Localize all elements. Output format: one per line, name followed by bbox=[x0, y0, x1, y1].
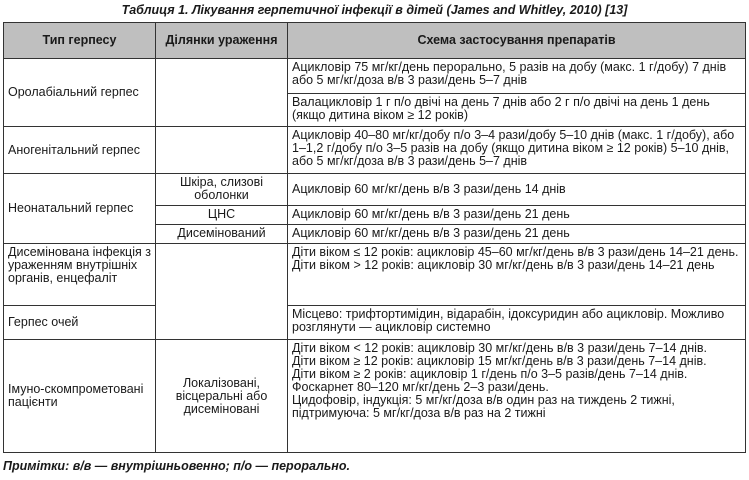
cell-type-ocular: Герпес очей bbox=[4, 306, 156, 340]
cell-area-empty bbox=[156, 59, 288, 127]
cell-scheme-disseminated bbox=[288, 244, 746, 306]
scheme-line: Діти віком ≥ 12 років: ацикловір 15 мг/кг/день в/в 3 рази/день 7–14 днів. bbox=[292, 354, 707, 368]
cell-type-disseminated: Дисемінована інфекція з ураженням внутрішніх органів, енцефаліт bbox=[4, 244, 156, 306]
cell-area-disseminated: Дисемінований bbox=[156, 225, 288, 244]
cell-scheme-anogenital: Ацикловір 40–80 мг/кг/добу п/о 3–4 рази/добу 5–10 днів (макс. 1 г/добу), або 1–1,2 г/добу п/о 3–5 разів на добу (якщо дитина віком ≥ 12 років) 5–10 днів, або 5 мг/кг/доза в/в 3 рази/день 5–7 днів bbox=[288, 127, 746, 174]
header-area: Ділянки ураження bbox=[156, 23, 288, 59]
table-header-row bbox=[4, 23, 746, 59]
scheme-line: Діти віком ≥ 2 років: ацикловір 1 г/день п/о 3–5 разів/день 7–14 днів. bbox=[292, 367, 688, 381]
cell-scheme-ocular: Місцево: трифтортимідин, відарабін, ідоксуридин або ацикловір. Можливо розглянути — ацикловір системно bbox=[288, 306, 746, 340]
cell-scheme-neonatal-2: Ацикловір 60 мг/кг/день в/в 3 рази/день 21 день bbox=[288, 206, 746, 225]
table-row bbox=[4, 59, 746, 94]
table-row bbox=[4, 306, 746, 340]
table-row bbox=[4, 244, 746, 306]
scheme-line: Діти віком < 12 років: ацикловір 30 мг/кг/день в/в 3 рази/день 7–14 днів. bbox=[292, 341, 708, 355]
table-footnote: Примітки: в/в — внутрішньовенно; п/о — перорально. bbox=[3, 459, 350, 473]
table-caption: Таблиця 1. Лікування герпетичної інфекції в дітей (James and Whitley, 2010) [13] bbox=[121, 3, 628, 17]
cell-area-empty bbox=[156, 244, 288, 340]
scheme-line: Діти віком ≤ 12 років: ацикловір 45–60 мг/кг/день в/в 3 рази/день 14–21 день. bbox=[292, 245, 739, 259]
cell-area-immuno: Локалізовані, вісцеральні або дисеміновані bbox=[156, 340, 288, 453]
table-row bbox=[4, 340, 746, 453]
cell-scheme-neonatal-1: Ацикловір 60 мг/кг/день в/в 3 рази/день 14 днів bbox=[288, 174, 746, 206]
header-type: Тип герпесу bbox=[4, 23, 156, 59]
scheme-line: Фоскарнет 80–120 мг/кг/день 2–3 рази/день. bbox=[292, 380, 549, 394]
cell-scheme-orolabial-1: Ацикловір 75 мг/кг/день перорально, 5 разів на добу (макс. 1 г/добу) 7 днів або 5 мг/кг/доза в/в 3 рази/день 5–7 днів bbox=[288, 59, 746, 94]
cell-scheme-immuno bbox=[288, 340, 746, 453]
cell-area-skin: Шкіра, слизові оболонки bbox=[156, 174, 288, 206]
cell-type-anogenital: Аногенітальний герпес bbox=[4, 127, 156, 174]
cell-scheme-orolabial-2: Валацикловір 1 г п/о двічі на день 7 днів або 2 г п/о двічі на день 1 день (якщо дитина віком ≥ 12 років) bbox=[288, 94, 746, 127]
table-row bbox=[4, 127, 746, 174]
header-scheme: Схема застосування препаратів bbox=[288, 23, 746, 59]
scheme-line: Діти віком > 12 років: ацикловір 30 мг/кг/день в/в 3 рази/день 14–21 день bbox=[292, 258, 715, 272]
scheme-line: Цидофовір, індукція: 5 мг/кг/доза в/в один раз на тиждень 2 тижні, підтримуюча: 5 мг/кг/доза в/в раз на 2 тижні bbox=[292, 393, 675, 420]
table-row bbox=[4, 174, 746, 206]
cell-scheme-neonatal-3: Ацикловір 60 мг/кг/день в/в 3 рази/день 21 день bbox=[288, 225, 746, 244]
cell-type-neonatal: Неонатальний герпес bbox=[4, 174, 156, 244]
cell-area-empty bbox=[156, 127, 288, 174]
cell-type-immuno: Імуно-скомпрометовані пацієнти bbox=[4, 340, 156, 453]
cell-type-orolabial: Оролабіальний герпес bbox=[4, 59, 156, 127]
cell-area-cns: ЦНС bbox=[156, 206, 288, 225]
treatment-table bbox=[3, 22, 746, 453]
